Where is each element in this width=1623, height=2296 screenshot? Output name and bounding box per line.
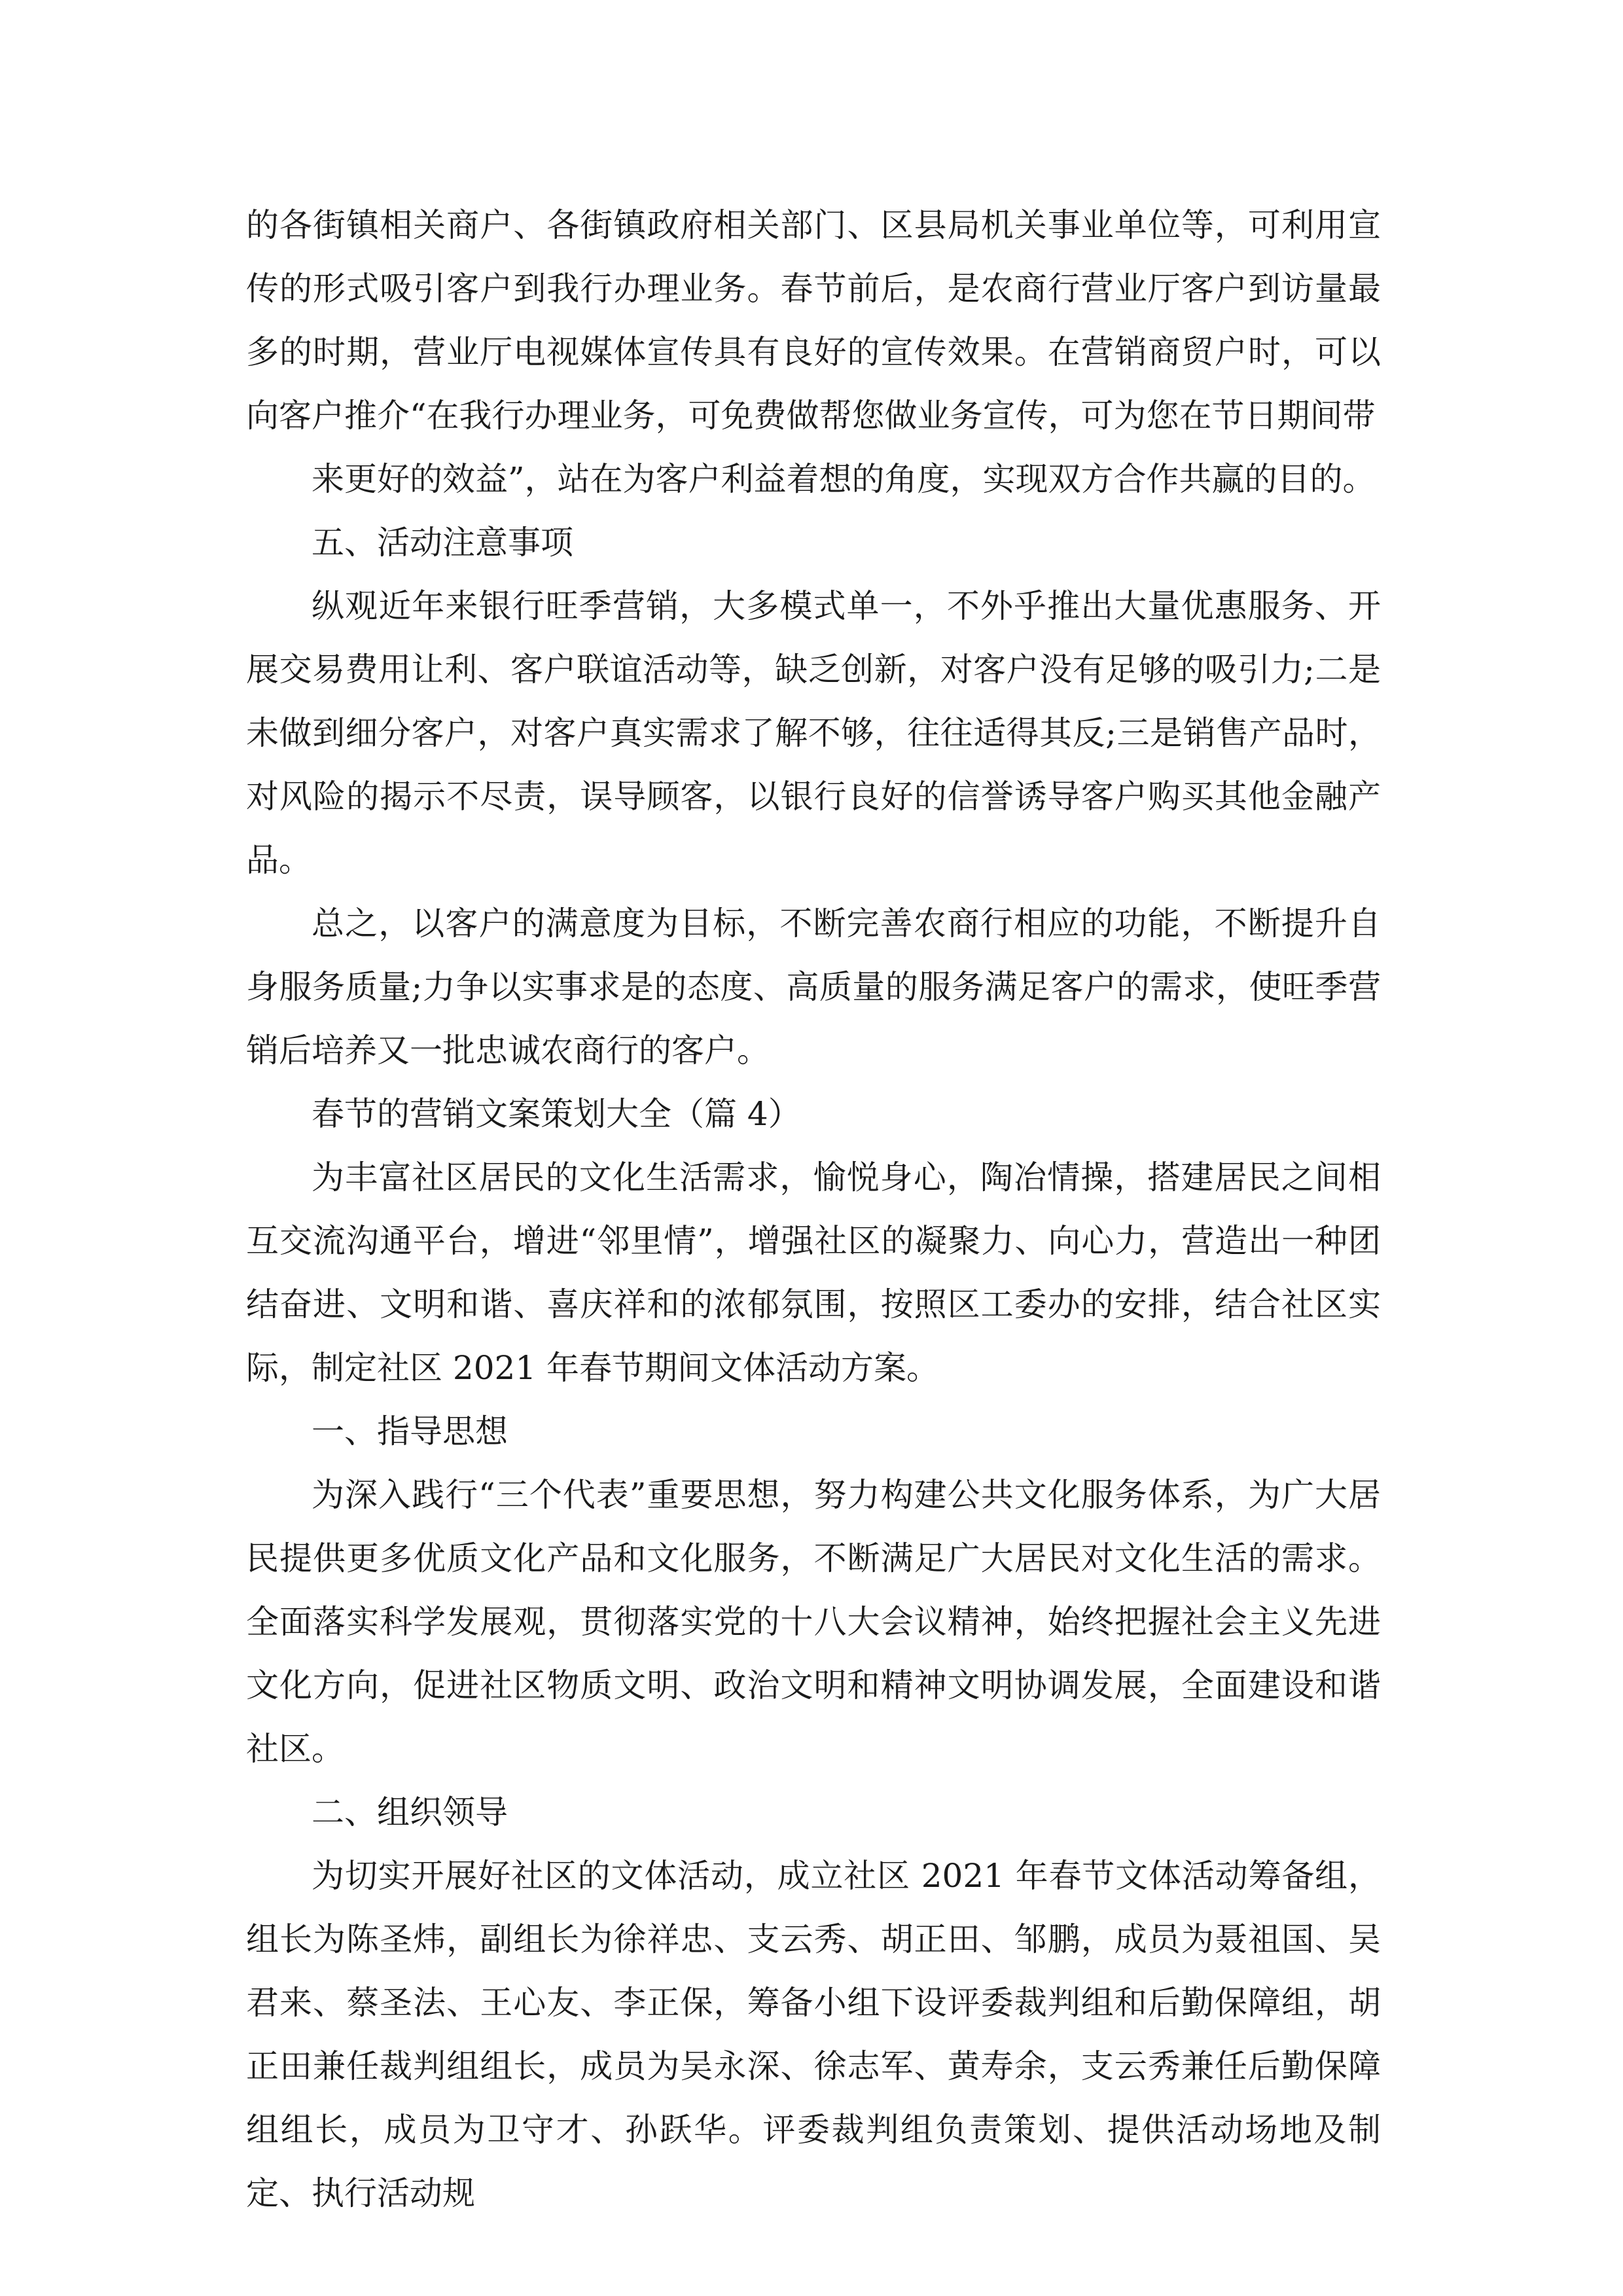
section-heading-guiding-ideology: 一、指导思想 xyxy=(312,1412,508,1450)
article-title-part-4: 春节的营销文案策划大全（篇 4） xyxy=(312,1095,801,1133)
paragraph-continued: 的各街镇相关商户、各街镇政府相关部门、区县局机关事业单位等，可利用宣传的形式吸引客户到我行办理业务。春节前后，是农商行营业厅客户到访量最多的时期，营业厅电视媒体宣传具有良好的宣传效果。在营销商贸户时，可以向客户推介“在我行办理业务，可免费做帮您做业务宣传，可为您在节日期间带 xyxy=(246,206,1381,435)
section-heading-organization: 二、组织领导 xyxy=(312,1793,508,1831)
paragraph: 纵观近年来银行旺季营销，大多模式单一，不外乎推出大量优惠服务、开展交易费用让利、客户联谊活动等，缺乏创新，对客户没有足够的吸引力;二是未做到细分客户，对客户真实需求了解不够，往往适得其反;三是销售产品时，对风险的揭示不尽责，误导顾客，以银行良好的信誉诱导客户购买其他金融产品。 xyxy=(246,587,1381,879)
paragraph: 为丰富社区居民的文化生活需求，愉悦身心，陶冶情操，搭建居民之间相互交流沟通平台，增进“邻里情”，增强社区的凝聚力、向心力，营造出一种团结奋进、文明和谐、喜庆祥和的浓郁氛围，按照区工委办的安排，结合社区实际，制定社区 2021 年春节期间文体活动方案。 xyxy=(246,1158,1381,1387)
paragraph: 为深入践行“三个代表”重要思想，努力构建公共文化服务体系，为广大居民提供更多优质文化产品和文化服务，不断满足广大居民对文化生活的需求。全面落实科学发展观，贯彻落实党的十八大会议精神，始终把握社会主义先进文化方向，促进社区物质文明、政治文明和精神文明协调发展，全面建设和谐社区。 xyxy=(246,1476,1381,1768)
paragraph: 总之，以客户的满意度为目标，不断完善农商行相应的功能，不断提升自身服务质量;力争以实事求是的态度、高质量的服务满足客户的需求，使旺季营销后培养又一批忠诚农商行的客户。 xyxy=(246,905,1381,1069)
section-heading-precautions: 五、活动注意事项 xyxy=(312,524,573,562)
document-body xyxy=(246,194,1381,2225)
paragraph: 为切实开展好社区的文体活动，成立社区 2021 年春节文体活动筹备组，组长为陈圣炜，副组长为徐祥忠、支云秀、胡正田、邹鹏，成员为聂祖国、吴君来、蔡圣法、王心友、李正保，筹备小组下设评委裁判组和后勤保障组，胡正田兼任裁判组组长，成员为吴永深、徐志军、黄寿余，支云秀兼任后勤保障组组长，成员为卫守才、孙跃华。评委裁判组负责策划、提供活动场地及制定、执行活动规 xyxy=(246,1857,1381,2212)
paragraph: 来更好的效益”，站在为客户利益着想的角度，实现双方合作共赢的目的。 xyxy=(312,460,1376,498)
